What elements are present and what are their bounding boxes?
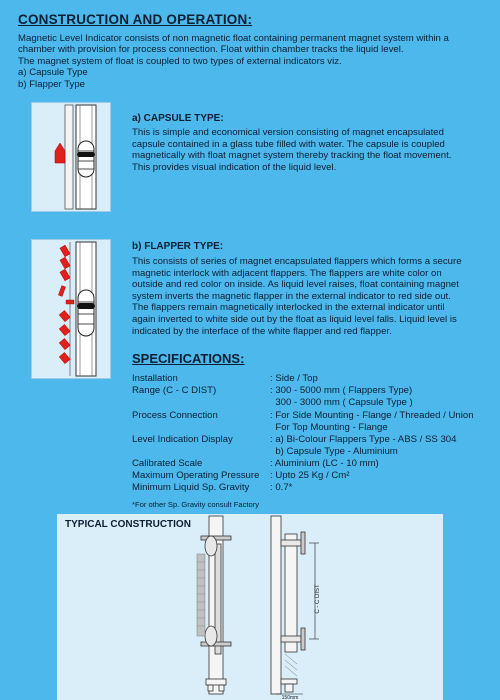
flapper-line: The flappers remain magnetically interlocked in the external indicator until xyxy=(132,302,445,314)
specifications-footnote: *For other Sp. Gravity consult Factory xyxy=(132,500,260,509)
typical-construction-title: TYPICAL CONSTRUCTION xyxy=(65,519,191,530)
flapper-line: This consists of series of magnet encapsulated flappers which forms a secure xyxy=(132,256,462,267)
typical-construction-panel xyxy=(57,514,443,700)
spec-label: Range (C - C DIST) xyxy=(132,385,217,396)
capsule-type-description xyxy=(132,127,492,173)
flapper-line: system inverts the magnetic flapper in the external indicator to red side out. xyxy=(132,290,451,302)
specifications-title: SPECIFICATIONS: xyxy=(132,351,245,366)
spec-value: b) Capsule Type - Aluminium xyxy=(270,446,398,457)
spec-label: Minimum Liquid Sp. Gravity xyxy=(132,482,250,493)
intro-line: a) Capsule Type xyxy=(18,67,88,79)
spec-label: Calibrated Scale xyxy=(132,458,203,469)
flapper-line: again inverted to white side out by the float as liquid level falls. Liquid level is xyxy=(132,313,457,325)
spec-value: : Side / Top xyxy=(270,373,318,384)
intro-line: Magnetic Level Indicator consists of non magnetic float containing permanent magnet system within a xyxy=(18,33,449,44)
intro-line: chamber with provision for process connection. Float within chamber tracks the liquid level. xyxy=(18,44,404,56)
spec-value: : Aluminium (LC - 10 mm) xyxy=(270,458,379,469)
spec-value: : 0.7* xyxy=(270,482,293,493)
flapper-line: magnetic interlock with adjacent flappers. The flappers are white color on xyxy=(132,267,442,279)
flapper-line: outside and red color on inside. As liquid level raises, float containing magnet xyxy=(132,279,459,291)
flapper-type-illustration xyxy=(31,239,111,379)
spec-value: For Top Mounting - Flange xyxy=(270,422,388,433)
spec-value: : Upto 25 Kg / Cm² xyxy=(270,470,350,481)
flapper-type-description xyxy=(132,256,492,337)
spec-label: Process Connection xyxy=(132,410,218,421)
flapper-type-title: b) FLAPPER TYPE: xyxy=(132,241,224,252)
flapper-diagram xyxy=(32,240,110,378)
spec-value: : 300 - 5000 mm ( Flappers Type) xyxy=(270,385,413,396)
typical-construction-drawing xyxy=(57,514,443,700)
capsule-diagram xyxy=(32,103,110,211)
capsule-line: This is simple and economical version consisting of magnet encapsulated xyxy=(132,127,444,138)
page-heading: CONSTRUCTION AND OPERATION: xyxy=(18,12,253,27)
capsule-line: This provides visual indication of the liquid level. xyxy=(132,161,337,173)
capsule-type-illustration xyxy=(31,102,111,212)
capsule-line: magnetically with float magnet system thereby tracking the float movement. xyxy=(132,150,452,162)
spec-value: : For Side Mounting - Flange / Threaded / Union xyxy=(270,410,474,421)
flapper-line: indicated by the interface of the white flapper and red flapper. xyxy=(132,325,392,337)
cc-dist-label: C - C DIST xyxy=(315,584,321,614)
spec-label: Level Indication Display xyxy=(132,434,233,445)
spec-label: Maximum Operating Pressure xyxy=(132,470,260,481)
width-dimension-label: 150mm xyxy=(281,695,299,700)
capsule-type-title: a) CAPSULE TYPE: xyxy=(132,113,224,124)
intro-line: b) Flapper Type xyxy=(18,78,86,90)
intro-line: The magnet system of float is coupled to two types of external indicators viz. xyxy=(18,55,342,67)
spec-value: : a) Bi-Colour Flappers Type - ABS / SS 304 xyxy=(270,434,457,445)
capsule-line: capsule contained in a glass tube filled with water. The capsule is coupled xyxy=(132,138,445,150)
intro-paragraph xyxy=(18,33,488,90)
spec-label: Installation xyxy=(132,373,178,384)
spec-value: 300 - 3000 mm ( Capsule Type ) xyxy=(270,397,413,408)
